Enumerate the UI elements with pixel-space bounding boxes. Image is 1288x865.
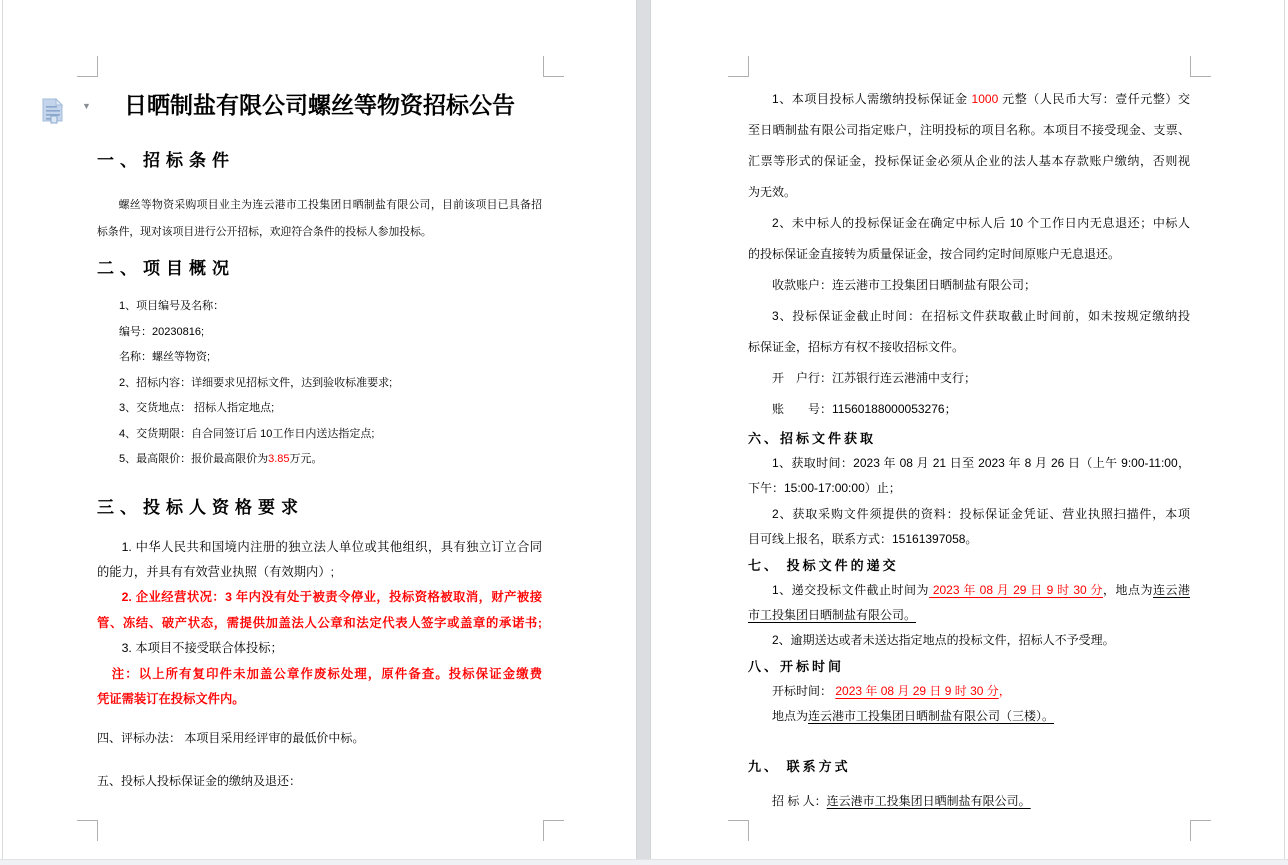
page-1[interactable] — [0, 0, 636, 859]
page-left-edge — [2, 0, 3, 859]
text-run: 九、 联系方式 — [748, 758, 851, 774]
text-run: 2. 企业经营状况：3 年内没有处于被责令停业，投标资格被取消，财产被接 — [121, 590, 542, 605]
text-run: 凭证需装订在投标文件内。 — [97, 691, 245, 706]
text-line — [748, 628, 1190, 653]
text-line — [97, 662, 542, 687]
text-run: 1、项目编号及名称： — [119, 300, 225, 312]
text-line — [748, 451, 1190, 476]
text-run: 编号：20230816; — [119, 325, 204, 338]
text-run: 招 标 人： — [772, 793, 827, 808]
section-heading-7 — [748, 553, 1190, 578]
page-1-text-area[interactable] — [97, 88, 542, 794]
text-line — [97, 687, 542, 712]
text-line — [97, 219, 542, 246]
paste-options-icon — [42, 98, 64, 124]
text-run: 五、投标人投标保证金的缴纳及退还： — [97, 774, 302, 789]
text-line — [97, 345, 542, 371]
text-run: 目可线上报名，联系方式：15161397058。 — [748, 532, 978, 547]
text-run: 2、招标内容：详细要求见招标文件，达到验收标准要求; — [119, 376, 393, 389]
text-line — [748, 270, 1190, 301]
text-run: ， — [998, 683, 1011, 698]
section-heading-3 — [97, 495, 542, 521]
text-line — [97, 447, 542, 473]
text-run: 市工投集团日晒制盐有限公司。 — [748, 608, 917, 623]
dropdown-arrow-icon: ▼ — [82, 101, 91, 111]
text-line — [97, 769, 542, 794]
text-run: 六、招标文件获取 — [748, 431, 877, 446]
text-run: 至日晒制盐有限公司指定账户，注明投标的项目名称。本项目不接受现金、支票、 — [748, 123, 1190, 137]
text-run: 连云港市工投集团日晒制盐有限公司（三楼）。 — [808, 709, 1055, 724]
text-run: 一、招标条件 — [97, 151, 235, 170]
text-run: 连云港市工投集团日晒制盐有限公司。 — [826, 793, 1031, 808]
text-run: 的投标保证金直接转为质量保证金，按合同约定时间原账户无息退还。 — [748, 247, 1121, 261]
text-run: 开标时间： — [772, 683, 836, 698]
text-line — [97, 585, 542, 610]
text-line — [97, 535, 542, 560]
paste-options-button[interactable] — [38, 96, 96, 128]
text-line — [748, 363, 1190, 394]
text-run: 连云港 — [1153, 582, 1190, 597]
section-heading-8 — [748, 654, 1190, 679]
text-line — [748, 301, 1190, 332]
margin-crop-mark — [728, 820, 749, 841]
text-run: 收款账户：连云港市工投集团日晒制盐有限公司； — [772, 278, 1037, 292]
text-line — [748, 789, 1190, 814]
page-gap — [636, 0, 651, 859]
text-run: 汇票等形式的保证金，投标保证金必须从企业的法人基本存款账户缴纳，否则视 — [748, 154, 1190, 168]
section-heading-9 — [748, 754, 1190, 779]
text-run: 5、最高限价：报价最高限价为 — [119, 453, 269, 465]
section-heading-6 — [748, 426, 1190, 451]
text-run: 下午：15:00-17:00:00）止； — [748, 481, 901, 496]
text-line — [748, 476, 1190, 501]
text-line — [748, 84, 1190, 115]
text-run: 管、冻结、破产状态，需提供加盖法人公章和法定代表人签字或盖章的承诺书; — [97, 615, 542, 630]
text-run: 二、项目概况 — [97, 259, 235, 278]
text-run: 为无效。 — [748, 185, 797, 199]
text-line — [97, 371, 542, 397]
page-2[interactable] — [651, 0, 1288, 859]
text-line — [748, 332, 1190, 363]
text-line — [97, 636, 542, 661]
text-run: 的能力，并具有有效营业执照（有效期内）; — [97, 564, 335, 579]
text-run: 地点为 — [772, 709, 809, 724]
text-run: 1、递交投标文件截止时间为 — [772, 582, 929, 597]
section-heading-2 — [97, 256, 542, 282]
margin-crop-mark — [77, 820, 98, 841]
margin-crop-mark — [728, 56, 749, 77]
text-run: 标条件，现对该项目进行公开招标，欢迎符合条件的投标人参加投标。 — [97, 226, 432, 238]
text-run: 2、获取采购文件须提供的资料：投标保证金凭证、营业执照扫描件，本项 — [772, 506, 1190, 521]
text-line — [97, 726, 542, 751]
text-run: 1、本项目投标人需缴纳投标保证金 — [772, 92, 972, 106]
text-run: 八、开标时间 — [748, 658, 845, 674]
text-run: 万元。 — [289, 453, 323, 465]
text-run: 3. 本项目不接受联合体投标； — [121, 641, 283, 656]
text-line — [97, 611, 542, 636]
text-run: 4、交货期限：自合同签订后 10工作日内送达指定点; — [119, 427, 375, 440]
page-2-text-area[interactable] — [748, 84, 1190, 814]
text-run: 3、交货地点： 招标人指定地点; — [119, 402, 275, 414]
text-line — [748, 177, 1190, 208]
text-line — [97, 192, 542, 219]
text-run: 三、投标人资格要求 — [97, 497, 304, 517]
doc-title — [97, 88, 542, 122]
text-run: 名称：螺丝等物资; — [119, 351, 211, 363]
text-line — [748, 115, 1190, 146]
text-run: 账 号：11560188000053276； — [772, 402, 957, 416]
text-line — [748, 394, 1190, 425]
text-line — [97, 294, 542, 320]
text-line — [748, 578, 1190, 603]
text-run: 标保证金，招标方有权不接收招标文件。 — [748, 340, 965, 354]
margin-crop-mark — [1190, 56, 1211, 77]
text-run: 七、 投标文件的递交 — [748, 557, 899, 573]
text-run: 3、投标保证金截止时间：在招标文件获取截止时间前，如未按规定缴纳投 — [772, 309, 1190, 323]
bottom-scroll-strip — [0, 859, 1288, 865]
text-line — [748, 239, 1190, 270]
text-run: 螺丝等物资采购项目业主为连云港市工投集团日晒制盐有限公司，目前该项目已具备招 — [118, 199, 542, 211]
text-line — [97, 422, 542, 448]
text-line — [97, 320, 542, 346]
text-run: 1000 — [971, 92, 999, 106]
text-run: 3.85 — [268, 453, 290, 465]
text-run: 四、评标办法： 本项目采用经评审的最低价中标。 — [97, 731, 365, 746]
text-run: 1. 中华人民共和国境内注册的独立法人单位或其他组织，具有独立订立合同 — [121, 539, 542, 554]
text-run: 2023 年 08 月 29 日 9 时 30 分 — [835, 683, 999, 698]
text-line — [97, 396, 542, 422]
text-run: ，地点为 — [1103, 582, 1153, 597]
margin-crop-mark — [543, 56, 564, 77]
text-run: 日晒制盐有限公司螺丝等物资招标公告 — [124, 92, 515, 118]
text-line — [748, 208, 1190, 239]
text-run: 1、获取时间：2023 年 08 月 21 日至 2023 年 8 月 26 日（上午 9:00-11:00， — [772, 456, 1190, 470]
section-heading-1 — [97, 148, 542, 174]
text-line — [748, 502, 1190, 527]
text-line — [97, 560, 542, 585]
page-right-edge — [1284, 0, 1285, 859]
text-line — [748, 146, 1190, 177]
text-run: 2、逾期送达或者未送达指定地点的投标文件，招标人不予受理。 — [772, 633, 1115, 648]
margin-crop-mark — [1190, 820, 1211, 841]
text-line — [748, 704, 1190, 729]
text-line — [748, 527, 1190, 552]
text-run: 注：以上所有复印件未加盖公章作废标处理，原件备查。投标保证金缴费 — [111, 666, 542, 681]
text-line — [748, 679, 1190, 704]
text-line — [748, 603, 1190, 628]
margin-crop-mark — [543, 820, 564, 841]
text-run: 2023 年 08 月 29 日 9 时 30 分 — [929, 582, 1104, 597]
margin-crop-mark — [77, 56, 98, 77]
text-run: 元整（人民币大写：壹仟元整）交 — [998, 92, 1190, 106]
text-run: 2、未中标人的投标保证金在确定中标人后 10 个工作日内无息退还；中标人 — [772, 216, 1190, 230]
text-run: 开 户行：江苏银行连云港浦中支行； — [772, 371, 977, 385]
